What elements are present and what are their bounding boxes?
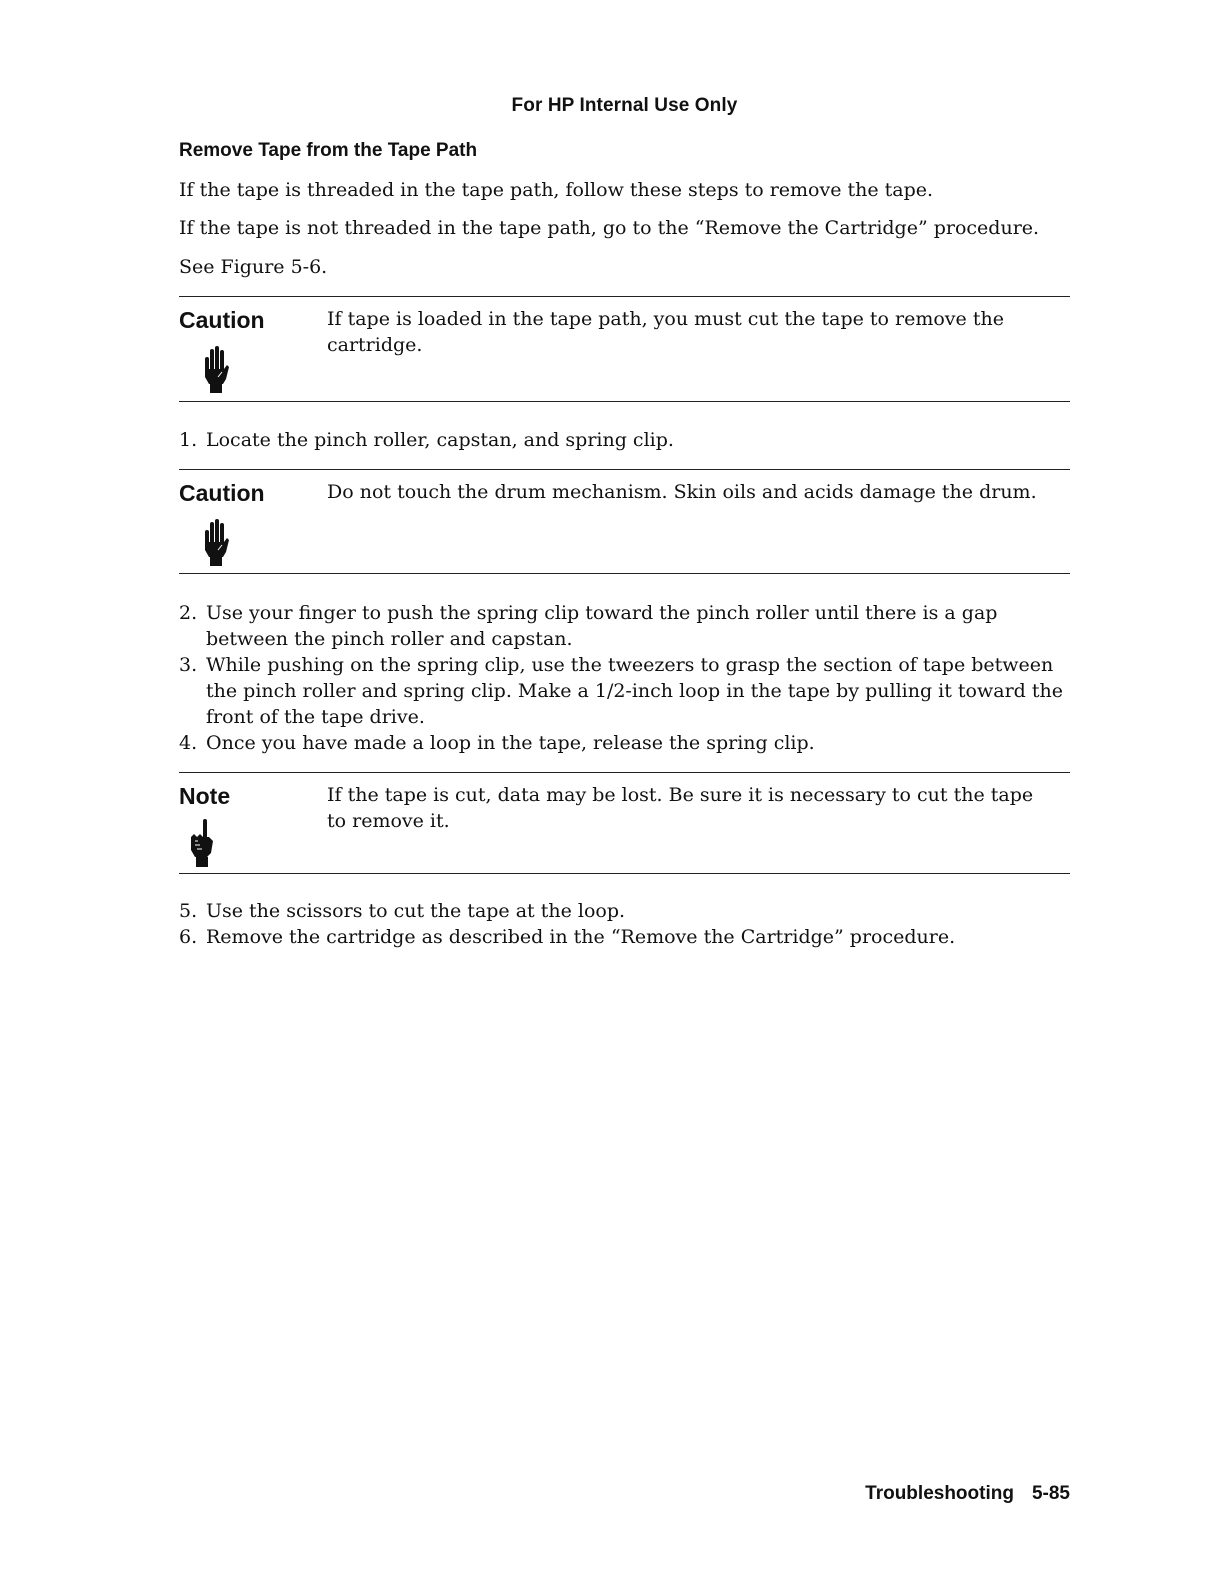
section-title: Remove Tape from the Tape Path [179,140,478,161]
footer-chapter: Troubleshooting [865,1483,1014,1504]
step-text: While pushing on the spring clip, use the tweezers to grasp the section of tape between the pinch roller and spring clip. Make a 1/2-inch loop in the tape by pulling it toward the front of the tape drive. [206,654,1063,728]
caution-text: If tape is loaded in the tape path, you must cut the tape to remove the cartridge. [327,308,1004,356]
step-text: Remove the cartridge as described in the “Remove the Cartridge” procedure. [206,926,956,948]
note-label: Note [179,783,231,809]
step-item [179,600,1070,652]
step-item [179,898,1070,924]
steps-list-part-2 [179,600,1070,756]
caution-label: Caution [179,480,265,506]
footer-page-number: 5-85 [1031,1483,1070,1504]
step-number: 6. [179,926,198,948]
step-number: 4. [179,732,198,754]
note-text: If the tape is cut, data may be lost. Be sure it is necessary to cut the tape to remove it. [327,784,1034,832]
intro-paragraph-threaded: If the tape is threaded in the tape path, follow these steps to remove the tape. [179,179,934,201]
step-item [179,652,1070,730]
step-item [179,730,1070,756]
step-text: Use your finger to push the spring clip toward the pinch roller until there is a gap between the pinch roller and capstan. [206,602,998,650]
figure-reference: See Figure 5-6. [179,256,328,278]
step-item [179,427,1070,453]
intro-paragraph-not-threaded: If the tape is not threaded in the tape path, go to the “Remove the Cartridge” procedure. [179,217,1040,239]
note-pointing-hand-icon [187,817,217,869]
steps-list-part-1 [179,427,1070,453]
classification-header: For HP Internal Use Only [511,95,738,116]
step-number: 1. [179,429,198,451]
document-page [179,0,1070,1584]
page-footer [865,1483,1070,1505]
step-number: 2. [179,602,198,624]
step-number: 3. [179,654,198,676]
step-text: Locate the pinch roller, capstan, and spring clip. [206,429,674,451]
caution-box-drum [179,469,1070,574]
step-text: Use the scissors to cut the tape at the loop. [206,900,626,922]
step-number: 5. [179,900,198,922]
note-box-data-loss [179,772,1070,874]
step-item [179,924,1070,950]
caution-box-cut-tape [179,296,1070,402]
caution-text: Do not touch the drum mechanism. Skin oils and acids damage the drum. [327,481,1037,503]
caution-hand-icon [201,343,231,395]
step-text: Once you have made a loop in the tape, release the spring clip. [206,732,815,754]
steps-list-part-3 [179,898,1070,950]
caution-label: Caution [179,307,265,333]
caution-hand-icon [201,516,231,568]
